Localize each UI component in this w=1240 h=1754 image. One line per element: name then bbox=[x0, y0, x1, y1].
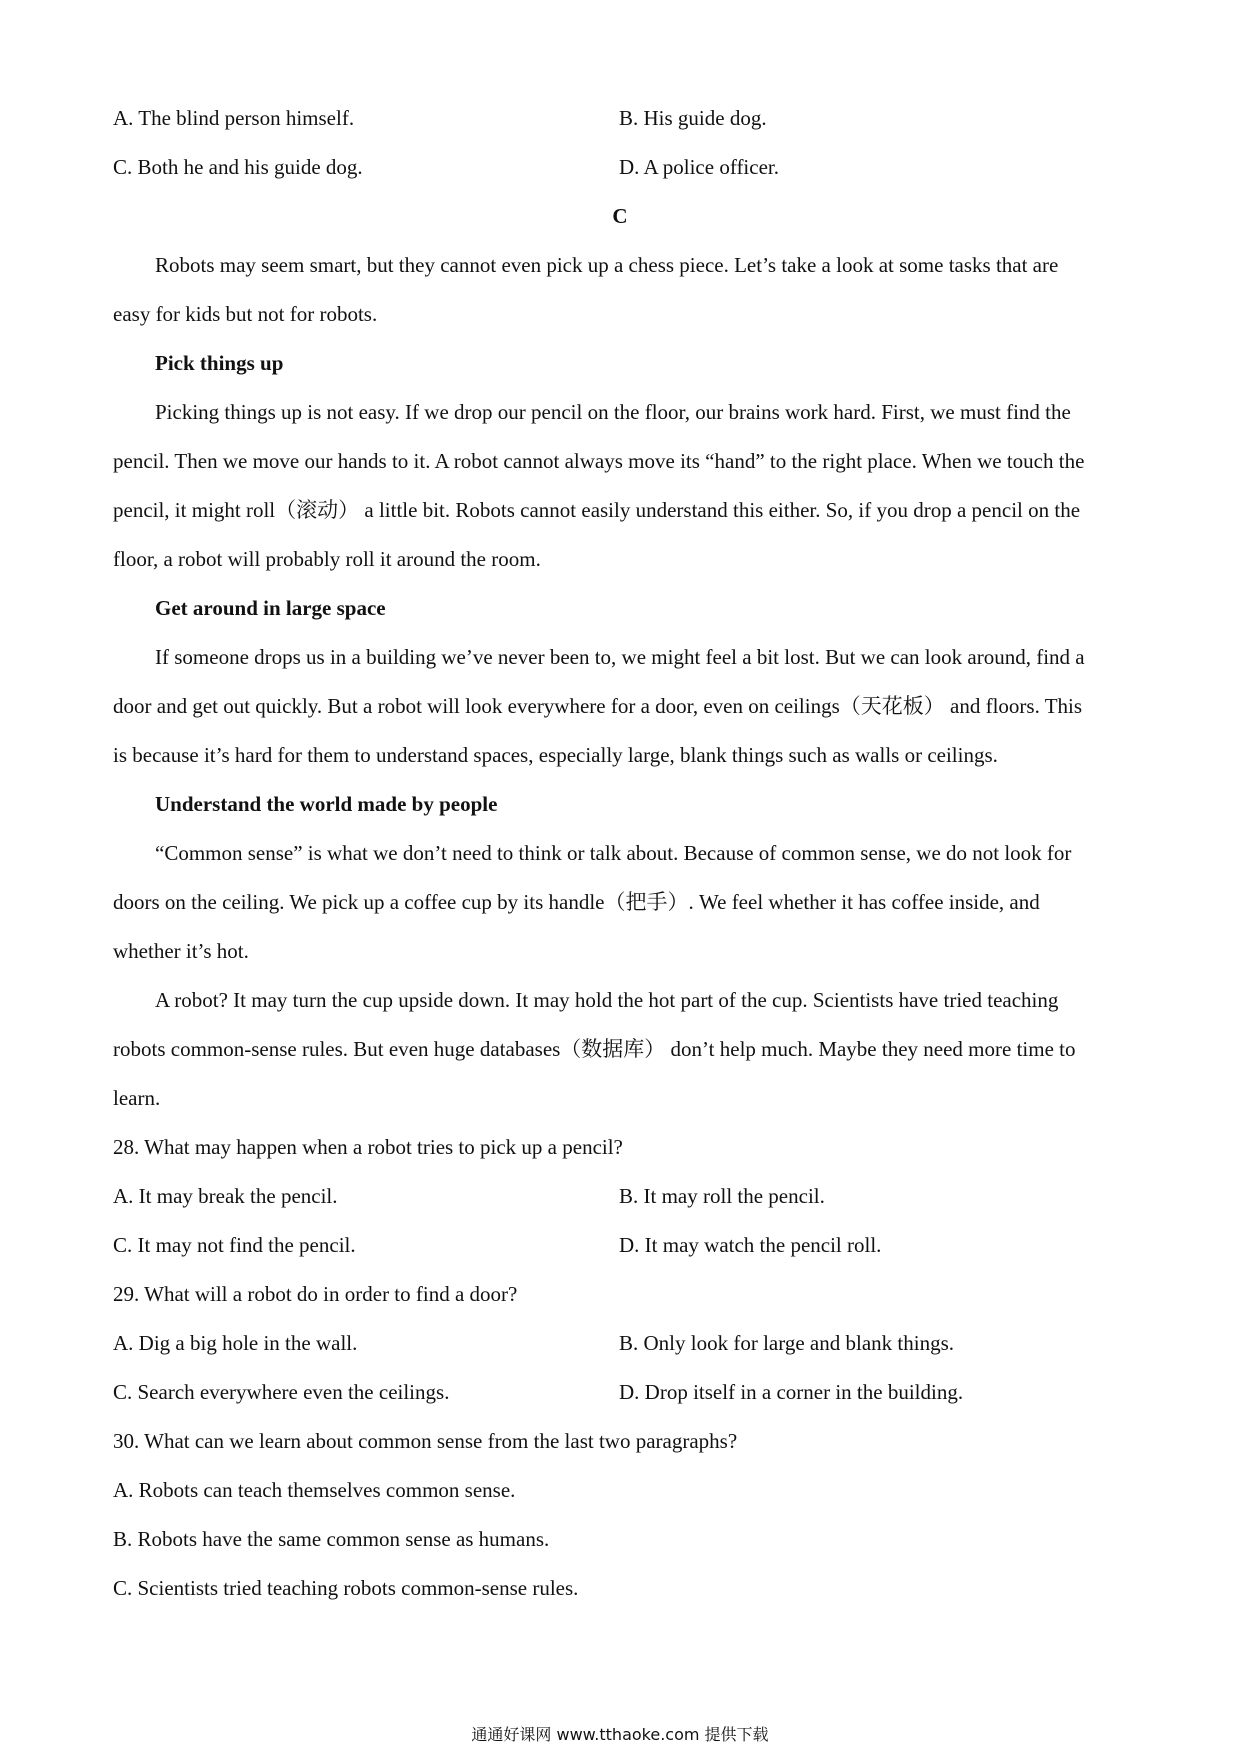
question-29-option-b: B. Only look for large and blank things. bbox=[619, 1331, 954, 1355]
para1-line-4: floor, a robot will probably roll it around the room. bbox=[113, 547, 541, 571]
para2-line-1: If someone drops us in a building we’ve never been to, we might feel a bit lost. But we can look around, find a bbox=[155, 645, 1085, 669]
question-29-option-c: C. Search everywhere even the ceilings. bbox=[113, 1380, 450, 1404]
question-28-option-b: B. It may roll the pencil. bbox=[619, 1184, 825, 1208]
para2-line-2: door and get out quickly. But a robot will look everywhere for a door, even on ceilings（天花板） and floors. This bbox=[113, 694, 1083, 718]
para4-line-1: A robot? It may turn the cup upside down. It may hold the hot part of the cup. Scientists have tried teaching bbox=[155, 988, 1059, 1012]
para4-line-3: learn. bbox=[113, 1086, 161, 1110]
question-28-option-c: C. It may not find the pencil. bbox=[113, 1233, 356, 1257]
question-29-option-d: D. Drop itself in a corner in the building. bbox=[619, 1380, 964, 1404]
question-30-stem: 30. What can we learn about common sense from the last two paragraphs? bbox=[113, 1429, 738, 1453]
question-30-option-c: C. Scientists tried teaching robots common-sense rules. bbox=[113, 1576, 579, 1600]
question-28-option-a: A. It may break the pencil. bbox=[113, 1184, 338, 1208]
para1-line-1: Picking things up is not easy. If we drop our pencil on the floor, our brains work hard. First, we must find the bbox=[155, 400, 1071, 424]
question-28-option-d: D. It may watch the pencil roll. bbox=[619, 1233, 882, 1257]
para3-line-2: doors on the ceiling. We pick up a coffee cup by its handle（把手）. We feel whether it has coffee inside, and bbox=[113, 890, 1040, 914]
prev-option-b: B. His guide dog. bbox=[619, 106, 767, 130]
para3-line-1: “Common sense” is what we don’t need to think or talk about. Because of common sense, we do not look for bbox=[155, 841, 1072, 865]
para3-line-3: whether it’s hot. bbox=[113, 939, 249, 963]
passage-intro-line-2: easy for kids but not for robots. bbox=[113, 302, 378, 326]
para4-line-2: robots common-sense rules. But even huge databases（数据库） don’t help much. Maybe they need more time to bbox=[113, 1037, 1076, 1061]
heading-pick-things-up: Pick things up bbox=[155, 351, 284, 375]
para2-line-3: is because it’s hard for them to understand spaces, especially large, blank things such as walls or ceilings. bbox=[113, 743, 998, 767]
section-label: C bbox=[612, 204, 628, 228]
question-30-option-a: A. Robots can teach themselves common sense. bbox=[113, 1478, 516, 1502]
para1-line-3: pencil, it might roll（滚动） a little bit. Robots cannot easily understand this either. So, if you drop a pencil on the bbox=[113, 498, 1081, 522]
page-footer: 通通好课网 www.tthaoke.com 提供下载 bbox=[471, 1725, 769, 1744]
question-28-stem: 28. What may happen when a robot tries to pick up a pencil? bbox=[113, 1135, 623, 1159]
question-30-option-b: B. Robots have the same common sense as humans. bbox=[113, 1527, 550, 1551]
heading-get-around: Get around in large space bbox=[155, 596, 386, 620]
prev-option-c: C. Both he and his guide dog. bbox=[113, 155, 363, 179]
prev-option-a: A. The blind person himself. bbox=[113, 106, 355, 130]
para1-line-2: pencil. Then we move our hands to it. A robot cannot always move its “hand” to the right place. When we touch the bbox=[113, 449, 1085, 473]
heading-understand-world: Understand the world made by people bbox=[155, 792, 498, 816]
prev-option-d: D. A police officer. bbox=[619, 155, 779, 179]
passage-intro-line-1: Robots may seem smart, but they cannot even pick up a chess piece. Let’s take a look at some tasks that are bbox=[155, 253, 1059, 277]
question-29-stem: 29. What will a robot do in order to find a door? bbox=[113, 1282, 518, 1306]
question-29-option-a: A. Dig a big hole in the wall. bbox=[113, 1331, 358, 1355]
